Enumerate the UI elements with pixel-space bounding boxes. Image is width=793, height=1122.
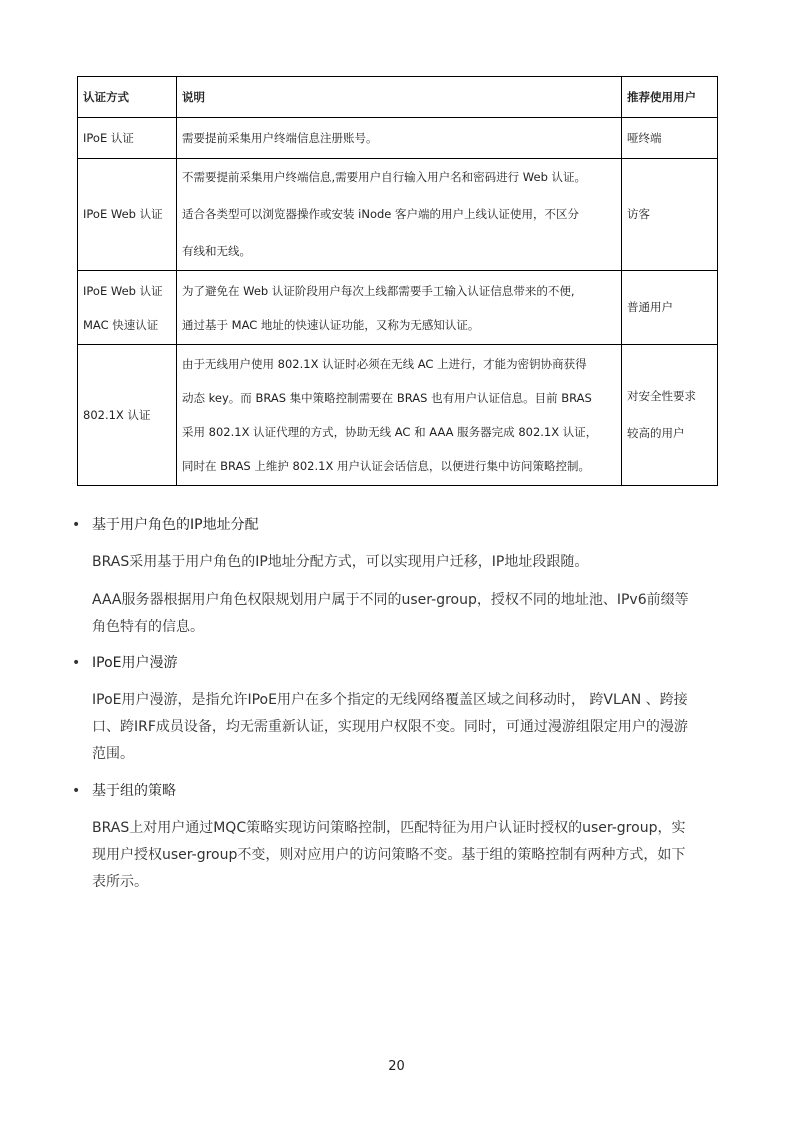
section-title: 基于组的策略 xyxy=(92,783,176,799)
paragraph: BRAS上对用户通过MQC策略实现访问策略控制，匹配特征为用户认证时授权的user-group，实 现用户授权user-group不变，则对应用户的访问策略不变。基于组的策略控制有两种方式，如下 表所示。 xyxy=(92,820,686,890)
description-cell: 不需要提前采集用户终端信息,需要用户自行输入用户名和密码进行 Web 认证。 适合各类型可以浏览器操作或安装 iNode 客户端的用户上线认证使用，不区分 有线和无线。 xyxy=(177,159,622,271)
header-recommended-user: 推荐使用用户 xyxy=(622,77,718,118)
description-cell: 需要提前采集用户终端信息注册账号。 xyxy=(177,118,622,159)
section-title: IPoE用户漫游 xyxy=(92,655,178,671)
paragraph: IPoE用户漫游，是指允许IPoE用户在多个指定的无线网络覆盖区域之间移动时， 跨VLAN 、跨接 口、跨IRF成员设备，均无需重新认证，实现用户权限不变。同时，可通过漫游组限定用户的漫游 范围。 xyxy=(92,692,688,762)
auth-method-table xyxy=(77,76,718,486)
section-heading xyxy=(72,652,177,674)
bullet-icon: • xyxy=(72,655,81,671)
section-heading xyxy=(72,514,259,536)
table-row xyxy=(78,345,718,486)
method-cell: IPoE 认证 xyxy=(78,118,177,159)
description-cell: 为了避免在 Web 认证阶段用户每次上线都需要手工输入认证信息带来的不便, 通过基于 MAC 地址的快速认证功能，又称为无感知认证。 xyxy=(177,271,622,345)
page-number: 20 xyxy=(388,1059,405,1074)
table-row xyxy=(78,271,718,345)
method-cell: IPoE Web 认证 xyxy=(78,159,177,271)
bullet-icon: • xyxy=(72,517,81,533)
user-cell: 对安全性要求 较高的用户 xyxy=(622,345,718,486)
section-title: 基于用户角色的IP地址分配 xyxy=(92,517,259,533)
method-cell: IPoE Web 认证 MAC 快速认证 xyxy=(78,271,177,345)
user-cell: 访客 xyxy=(622,159,718,271)
description-cell: 由于无线用户使用 802.1X 认证时必须在无线 AC 上进行，才能为密钥协商获得 动态 key。而 BRAS 集中策略控制需要在 BRAS 也有用户认证信息。目前 BRAS 采用 802.1X 认证代理的方式，协助无线 AC 和 AAA 服务器完成 802.1X 认证， 同时在 BRAS 上维护 802.1X 用户认证会话信息，以便进行集中访问策略控制。 xyxy=(177,345,622,486)
bullet-icon: • xyxy=(72,783,81,799)
table-header-row xyxy=(78,77,718,118)
header-description: 说明 xyxy=(177,77,622,118)
paragraph: BRAS采用基于用户角色的IP地址分配方式，可以实现用户迁移，IP地址段跟随。 xyxy=(92,554,589,570)
table-row xyxy=(78,159,718,271)
header-method: 认证方式 xyxy=(78,77,177,118)
paragraph: AAA服务器根据用户角色权限规划用户属于不同的user-group，授权不同的地址池、IPv6前缀等 角色特有的信息。 xyxy=(92,592,689,635)
table-row xyxy=(78,118,718,159)
method-cell: 802.1X 认证 xyxy=(78,345,177,486)
user-cell: 哑终端 xyxy=(622,118,718,159)
user-cell: 普通用户 xyxy=(622,271,718,345)
section-heading xyxy=(72,780,176,802)
